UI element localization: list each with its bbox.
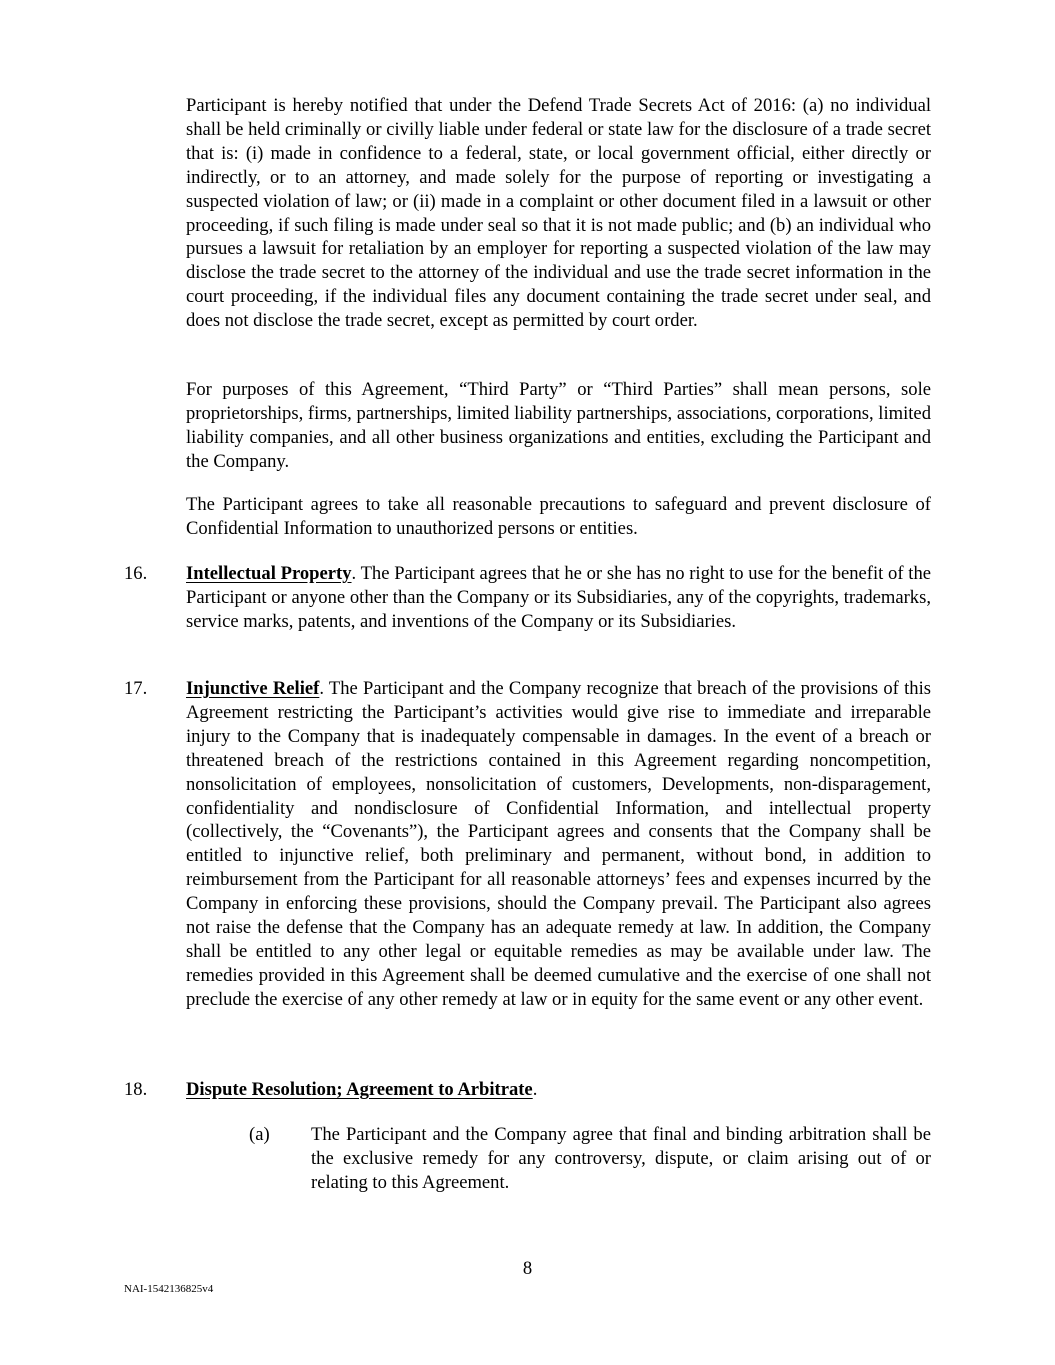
subsection-a-label: (a)	[249, 1124, 270, 1145]
section-16-body: . The Participant agrees that he or she has no right to use for the benefit of the Participant or anyone other than the Company or its Subsidiaries, any of the copyrights, trademarks, service marks, patents, and inventions of the Company or its Subsidiaries.	[186, 563, 931, 632]
section-16-heading: Intellectual Property	[186, 563, 352, 584]
third-party-definition-paragraph: For purposes of this Agreement, “Third Party” or “Third Parties” shall mean persons, sole proprietorships, firms, partnerships, limited liability partnerships, associations, corporations, limited liability companies, and all other business organizations and entities, excluding the Participant and the Company.	[186, 379, 931, 472]
section-18-body: .	[532, 1079, 538, 1100]
section-17-body: . The Participant and the Company recognize that breach of the provisions of this Agreement restricting the Participant’s activities would give rise to immediate and irreparable injury to the Company that is inadequately compensable in damages. In the event of a breach or threatened breach of the restrictions contained in this Agreement regarding noncompetition, nonsolicitation of employees, nonsolicitation of customers, Developments, non-disparagement, confidentiality and nondisclosure of Confidential Information, and intellectual property (collectively, the “Covenants”), the Participant agrees and consents that the Company shall be entitled to injunctive relief, both preliminary and permanent, without bond, in addition to reimbursement from the Participant for all reasonable attorneys’ fees and expenses incurred by the Company in enforcing these provisions, should the Company prevail. The Participant also agrees not raise the defense that the Company has an adequate remedy at law. In addition, the Company shall be entitled to any other legal or equitable remedies as may be available under law. The remedies provided in this Agreement shall be deemed cumulative and the exercise of one shall not preclude the exercise of any other remedy at law or in equity for the same event or any other event.	[186, 678, 931, 1010]
section-18-dispute-resolution	[186, 1078, 931, 1102]
document-id: NAI-1542136825v4	[124, 1283, 214, 1295]
subsection-a-text: The Participant and the Company agree that final and binding arbitration shall be the exclusive remedy for any controversy, dispute, or claim arising out of or relating to this Agreement.	[311, 1124, 931, 1193]
page-number: 8	[522, 1258, 533, 1279]
precautions-paragraph: The Participant agrees to take all reasonable precautions to safeguard and prevent disclosure of Confidential Information to unauthorized persons or entities.	[186, 494, 931, 539]
section-17-injunctive-relief	[186, 677, 931, 1012]
section-16-number: 16.	[124, 563, 148, 584]
dtsa-notice-paragraph: Participant is hereby notified that under the Defend Trade Secrets Act of 2016: (a) no individual shall be held criminally or civilly liable under federal or state law for the disclosure of a trade secret that is: (i) made in confidence to a federal, state, or local government official, either directly or indirectly, or to an attorney, and made solely for the purpose of reporting or investigating a suspected violation of law; or (ii) made in a complaint or other document filed in a lawsuit or other proceeding, if such filing is made under seal so that it is not made public; and (b) an individual who pursues a lawsuit for retaliation by an employer for reporting a suspected violation of the law may disclose the trade secret to the attorney of the individual and use the trade secret information in the court proceeding, if the individual files any document containing the trade secret under seal, and does not disclose the trade secret, except as permitted by court order.	[186, 95, 931, 332]
section-17-heading: Injunctive Relief	[186, 678, 320, 699]
section-18-number: 18.	[124, 1079, 148, 1100]
section-17-number: 17.	[124, 678, 148, 699]
section-18-heading: Dispute Resolution; Agreement to Arbitrate	[186, 1079, 533, 1100]
section-16-intellectual-property	[186, 562, 931, 634]
